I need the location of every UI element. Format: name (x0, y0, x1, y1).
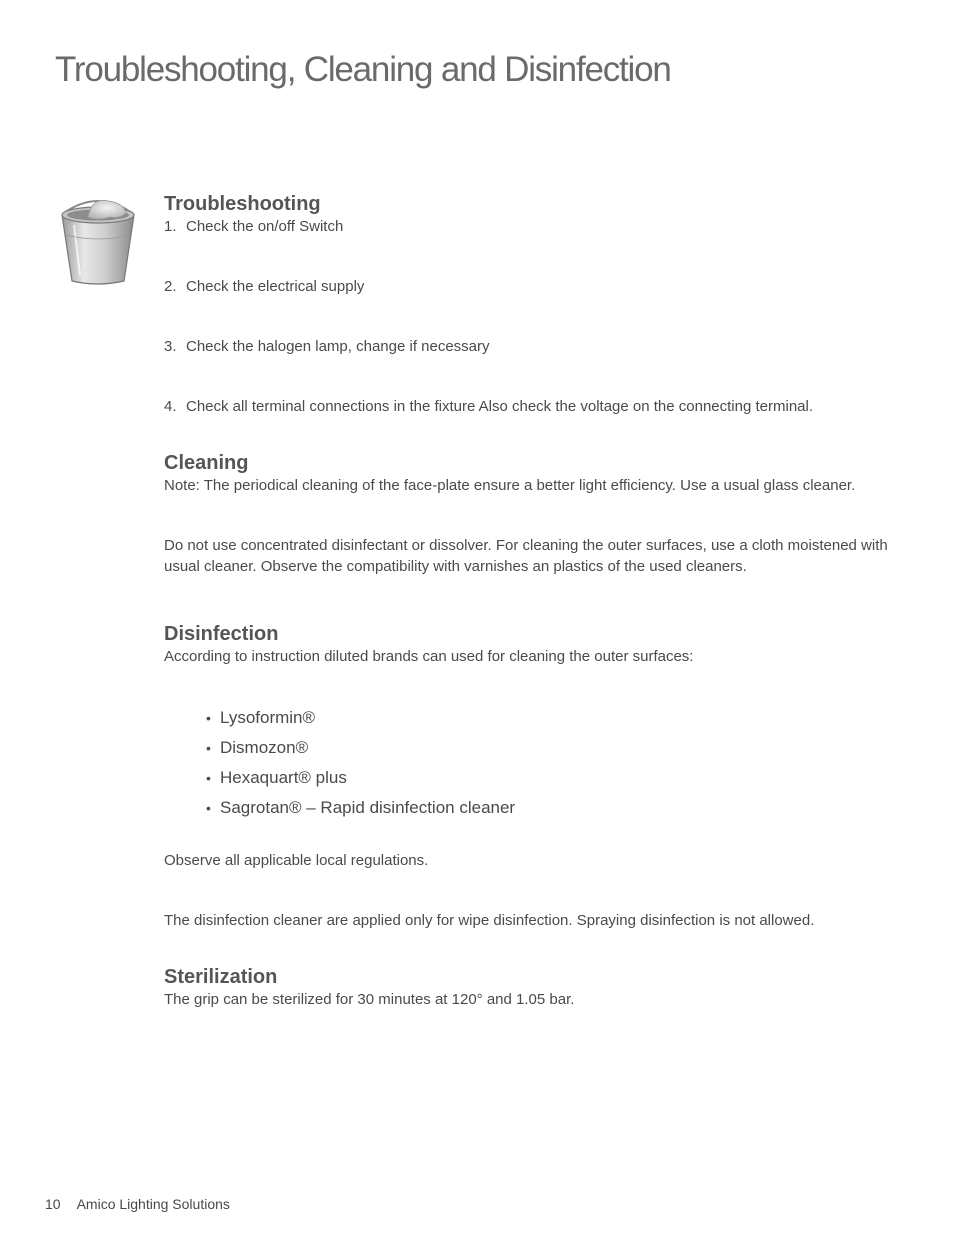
step-number: 2. (164, 278, 177, 295)
wipe-disinfection-note: The disinfection cleaner are applied only for wipe disinfection. Spraying disinfection is not allowed. (164, 912, 815, 929)
troubleshooting-section (164, 192, 904, 417)
step-number: 1. (164, 218, 177, 235)
list-item (206, 763, 904, 793)
sterilization-section (164, 965, 904, 1010)
brand-name: Sagrotan® – Rapid disinfection cleaner (220, 798, 516, 817)
cleaning-note: Note: The periodical cleaning of the face-plate ensure a better light efficiency. Use a usual glass cleaner. (164, 477, 856, 494)
bullet: • (206, 710, 211, 726)
page-title: Troubleshooting, Cleaning and Disinfection (55, 50, 671, 89)
page-number: 10 (45, 1196, 61, 1212)
regulations-note: Observe all applicable local regulations. (164, 852, 429, 869)
list-item (206, 703, 904, 733)
disinfectant-brand-list (164, 703, 904, 823)
bullet: • (206, 740, 211, 756)
troubleshooting-step (164, 276, 904, 297)
troubleshooting-step (164, 216, 904, 237)
step-number: 4. (164, 398, 177, 415)
troubleshooting-steps (164, 216, 904, 417)
brand-name: Lysoformin® (220, 708, 316, 727)
step-text: Check all terminal connections in the fixture Also check the voltage on the connecting terminal. (186, 398, 814, 415)
step-text: Check the halogen lamp, change if necessary (186, 338, 490, 355)
troubleshooting-heading: Troubleshooting (164, 193, 321, 215)
step-text: Check the electrical supply (186, 278, 365, 295)
brand-name: Dismozon® (220, 738, 309, 757)
bullet: • (206, 770, 211, 786)
step-text: Check the on/off Switch (186, 218, 344, 235)
list-item (206, 793, 904, 823)
troubleshooting-step (164, 336, 904, 357)
brand-name: Hexaquart® plus (220, 768, 347, 787)
company-name: Amico Lighting Solutions (76, 1196, 230, 1212)
cleaning-heading: Cleaning (164, 452, 249, 474)
list-item (206, 733, 904, 763)
cleaning-section (164, 451, 904, 577)
content (164, 192, 904, 1010)
page-footer (45, 1196, 230, 1212)
troubleshooting-step (164, 396, 904, 417)
cleaning-body: Do not use concentrated disinfectant or dissolver. For cleaning the outer surfaces, use a cloth moistened with usual cleaner. Observe the compatibility with varnishes an plastics of the used cleaners. (164, 537, 888, 575)
sterilization-body: The grip can be sterilized for 30 minutes at 120° and 1.05 bar. (164, 991, 575, 1008)
disinfection-section (164, 622, 904, 931)
bullet: • (206, 800, 211, 816)
disinfection-heading: Disinfection (164, 623, 279, 645)
sterilization-heading: Sterilization (164, 966, 278, 988)
disinfection-intro: According to instruction diluted brands can used for cleaning the outer surfaces: (164, 648, 694, 665)
bucket-with-cloth-icon (58, 195, 138, 287)
step-number: 3. (164, 338, 177, 355)
